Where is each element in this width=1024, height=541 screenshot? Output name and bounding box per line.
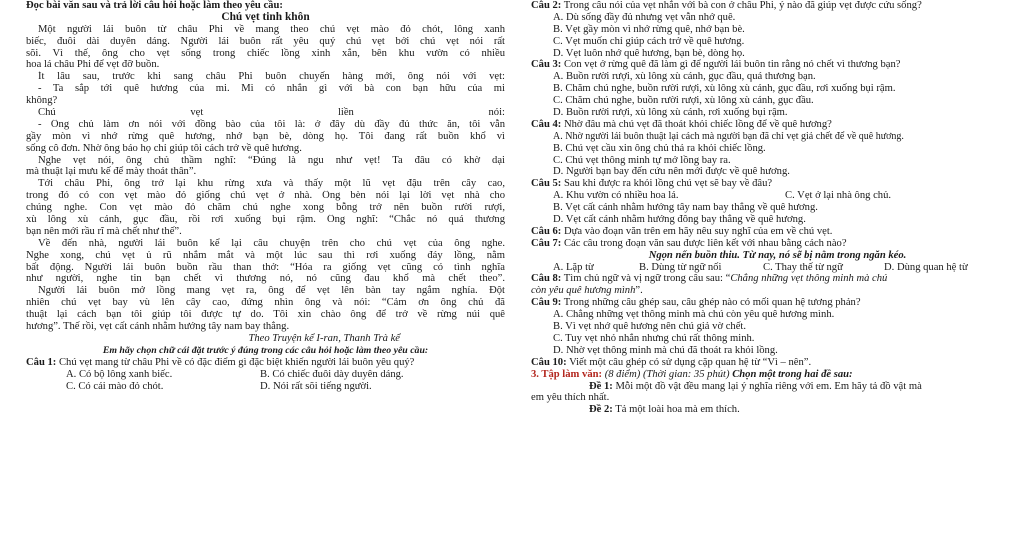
story-line: trong đó có con vẹt mào đỏ giống chú vẹt ở nhà. Ông bèn nói lại lời vẹt nhà cho: [26, 190, 505, 202]
question-text: Chú vẹt mang từ châu Phi về có đặc điểm gì đặc biệt khiến người lái buôn yêu quý?: [58, 356, 415, 368]
story-line: như người, nghe tin bạn chết vì thương nó, nó cũng đau khổ mà chết theo”.: [26, 273, 505, 285]
q1-option-a[interactable]: A. Có bộ lông xanh biếc.: [66, 368, 173, 380]
q8-quote: Chẳng những vẹt thông minh mà chú: [730, 273, 888, 285]
q2-option-a[interactable]: A. Dù sống đầy đủ nhưng vẹt vẫn nhớ quê.: [553, 11, 736, 23]
q3-option-b[interactable]: B. Chăm chú nghe, buồn rười rượi, xù lông xù cánh, gục đầu, rơi xuống bụi rậm.: [553, 83, 896, 95]
writing-section: [531, 369, 1024, 381]
topic-label: Đề 1:: [589, 380, 613, 392]
q5-option-b[interactable]: B. Vẹt cất cánh nhằm hướng tây nam bay thẳng về quê hương.: [553, 202, 818, 214]
story-body: [26, 24, 505, 333]
topic-text: Tả một loài hoa mà em thích.: [615, 404, 740, 416]
reading-instruction: Đọc bài văn sau và trả lời câu hỏi hoặc làm theo yêu cầu:: [26, 0, 283, 11]
q5-options-row-1: [531, 190, 1024, 202]
question-label: Câu 3:: [531, 59, 562, 71]
story-line: Ít lâu sau, trước khi sang châu Phi buôn chuyến hàng mới, ông nói với vẹt:: [38, 71, 505, 83]
topic-text: Mỗi một đồ vật đều mang lại ý nghĩa riêng với em. Em hãy tả đồ vật mà: [615, 380, 922, 392]
section-meta: (8 điểm) (Thời gian: 35 phút): [604, 368, 730, 380]
story-line: gầy mòn vì nhớ rừng quê hương, nhớ bạn bè, dòng họ. Tôi đang rất buồn khổ vì: [26, 130, 505, 142]
question-10: [531, 357, 1024, 369]
story-line: chúng nghe. Con vẹt mào đỏ chăm chú nghe xong bỗng trở nên buồn rười rượi,: [26, 202, 505, 214]
story-line: Người lái buôn mở lồng mang vẹt ra, ông để vẹt lên bàn tay ngắm nghía. Đột: [38, 285, 505, 297]
question-label: Câu 4:: [531, 118, 562, 130]
question-label: Câu 1:: [26, 356, 57, 368]
q3-option-d[interactable]: D. Buồn rười rượi, xù lông xù cánh, rơi xuống bụi rậm.: [553, 107, 788, 119]
q4-option-d[interactable]: D. Người bạn bay đến cứu nên mới được về quê hương.: [553, 166, 790, 178]
question-text: Nhờ đâu mà chú vẹt đã thoát khỏi chiếc lồng để về quê hương?: [563, 118, 832, 130]
q7-options-row: [531, 262, 1024, 274]
q1-options-row-1: [26, 369, 505, 381]
story-source: Theo Truyện kể I-ran, Thanh Trà kể: [248, 332, 400, 344]
q4-option-a[interactable]: A. Nhờ người lái buôn thuật lại cách mà người bạn đã chỉ vẹt giả chết để về quê hương.: [553, 130, 904, 142]
story-line: Chú vẹt liền nói:: [38, 107, 505, 119]
q8-end: ”.: [635, 285, 643, 297]
q9-option-d[interactable]: D. Nhờ vẹt thông minh mà chú đã thoát ra khỏi lồng.: [553, 344, 778, 356]
question-1: [26, 357, 505, 369]
story-line: Nghe xong, chú vẹt ủ rũ nhắm mắt và một lúc sau thì rơi xuống đáy lồng, nằm: [26, 249, 505, 261]
q1-option-c[interactable]: C. Có cái mào đỏ chót.: [66, 380, 164, 392]
question-6: [531, 226, 1024, 238]
q3-option-c[interactable]: C. Chăm chú nghe, buồn rười rượi, xù lông xù cánh, gục đầu.: [553, 95, 814, 107]
story-line: bất động. Người lái buôn buồn rầu than thở: “Hóa ra giống vẹt cũng có tình nghĩa: [26, 261, 505, 273]
questions-column: [531, 0, 1024, 416]
story-title: Chú vẹt tinh khôn: [221, 10, 310, 23]
question-8: [531, 273, 1024, 285]
story-line: hoa lá châu Phi để vẹt đỡ buồn.: [26, 59, 160, 71]
q2-option-c[interactable]: C. Vẹt muốn chỉ giúp cách trở về quê hương.: [553, 35, 745, 47]
question-label: Câu 9:: [531, 297, 562, 309]
q1-options-row-2: [26, 381, 505, 393]
q4-option-c[interactable]: C. Chú vẹt thông minh tự mở lồng bay ra.: [553, 154, 731, 166]
q1-option-b[interactable]: B. Có chiếc đuôi dày duyên dáng.: [260, 368, 404, 380]
q9-option-a[interactable]: A. Chẳng những vẹt thông minh mà chú còn yêu quê hương mình.: [553, 309, 835, 321]
question-3: [531, 59, 1024, 71]
story-line: Tới châu Phi, ông trở lại khu rừng xưa và thấy một lũ vẹt đậu trên cây cao,: [38, 178, 505, 190]
q8-quote-cont: còn yêu quê hương mình: [531, 285, 636, 297]
choice-instruction: Em hãy chọn chữ cái đặt trước ý đúng trong các câu hỏi hoặc làm theo yêu cầu:: [102, 344, 429, 356]
story-line: Một người lái buôn từ châu Phi về mang theo chú vẹt mào đỏ chót, lông xanh: [38, 23, 505, 35]
q5-option-d[interactable]: D. Vẹt cất cánh nhằm hướng đông bay thẳng về quê hương.: [553, 214, 806, 226]
story-line: không?: [26, 95, 58, 107]
story-line: xù lông xù cánh, gục đầu, rồi rơi xuống bụi rậm. Ông nghĩ: “Chắc nó quá thương: [26, 214, 505, 226]
q4-option-b[interactable]: B. Chú vẹt cầu xin ông chủ thả ra khỏi chiếc lồng.: [553, 142, 766, 154]
q7-option-b[interactable]: B. Dùng từ ngữ nối: [639, 261, 722, 273]
q9-option-b[interactable]: B. Vì vẹt nhớ quê hương nên chú giả vờ chết.: [553, 321, 746, 333]
topic-2: [531, 404, 1024, 416]
question-label: Câu 8:: [531, 273, 562, 285]
reading-column: [26, 0, 505, 392]
q2-option-d[interactable]: D. Vẹt luôn nhớ quê hương, bạn bè, dòng họ.: [553, 47, 745, 59]
question-text: Tìm chủ ngữ và vị ngữ trong câu sau: “: [563, 273, 731, 285]
q7-quote: Ngọn nến buồn thiu. Từ nay, nó sẽ bị nằm trong ngăn kéo.: [648, 249, 907, 261]
story-line: bạn nên mới rầu rĩ mà chết như thế”.: [26, 225, 182, 237]
story-line: hương”. Thế rồi, vẹt cất cánh nhằm hướng tây nam bay thẳng.: [26, 321, 290, 333]
q2-option-b[interactable]: B. Vẹt gầy mòn vì nhớ rừng quê, nhớ bạn bè.: [553, 23, 745, 35]
q9-option-c[interactable]: C. Tuy vẹt nhỏ nhắn nhưng chú rất thông minh.: [553, 332, 755, 344]
story-line: sống cô đơn. Nhờ ông báo họ chỉ giúp tôi cách trở về quê hương.: [26, 142, 302, 154]
question-label: Câu 10:: [531, 356, 567, 368]
question-label: Câu 6:: [531, 225, 562, 237]
question-text: Các câu trong đoạn văn sau được liên kết với nhau bằng cách nào?: [563, 237, 847, 249]
topic-label: Đề 2:: [589, 404, 613, 416]
q7-option-c[interactable]: C. Thay thế từ ngữ: [763, 261, 843, 273]
topic-1-cont: em yêu thích nhất.: [531, 392, 610, 404]
question-9: [531, 297, 1024, 309]
question-label: Câu 2:: [531, 0, 562, 11]
story-line: mà thuật lại mưu kế để mày thoát thân”.: [26, 166, 197, 178]
story-line: thuật lại cách bạn tôi giúp tôi được tự do. Tôi xin chào ông để trở về rừng núi quê: [26, 309, 505, 321]
q7-option-a[interactable]: A. Lặp từ: [553, 261, 594, 273]
q5-option-a[interactable]: A. Khu vườn có nhiều hoa lá.: [553, 190, 679, 202]
question-text: Sau khi được ra khỏi lồng chú vẹt sẽ bay về đâu?: [563, 178, 773, 190]
section-task: Chọn một trong hai đề sau:: [732, 368, 853, 380]
q3-option-a[interactable]: A. Buồn rười rượi, xù lông xù cánh, gục đầu, quá thương bạn.: [553, 71, 816, 83]
question-8-cont: [531, 285, 1024, 297]
story-line: biếc, đuôi dài duyên dáng. Người lái buôn rất yêu quý chú vẹt bởi chú vẹt nói rất: [26, 35, 505, 47]
question-7: [531, 238, 1024, 250]
question-text: Con vẹt ở rừng quê đã làm gì để người lái buôn tin rằng nó chết vì thương bạn?: [563, 59, 901, 71]
question-label: Câu 7:: [531, 237, 562, 249]
story-line: nhiên chú vẹt bay vù lên cây cao, đứng nhìn ông và nói: “Cảm ơn ông chủ đã: [26, 297, 505, 309]
question-text: Dựa vào đoạn văn trên em hãy nêu suy nghĩ của em về chú vẹt.: [563, 225, 833, 237]
story-line: - Ông chủ làm ơn nói với đồng bào của tôi là: ở đây dù đầy đủ thức ăn, tôi vẫn: [38, 118, 505, 130]
section-label: 3. Tập làm văn:: [531, 368, 603, 380]
topic-1: [531, 381, 1024, 393]
question-label: Câu 5:: [531, 178, 562, 190]
story-line: sõi. Vì thế, ông cho vẹt sống trong chiếc lồng xinh xắn, bên khu vườn có nhiều: [26, 47, 505, 59]
question-text: Trong câu nói của vẹt nhắn với bà con ở châu Phi, ý nào đã giúp vẹt được cứu sống?: [563, 0, 922, 11]
question-4: [531, 119, 1024, 131]
story-line: Về đến nhà, người lái buôn kể lại câu chuyện trên cho chú vẹt của ông nghe.: [38, 237, 505, 249]
q1-option-d[interactable]: D. Nói rất sõi tiếng người.: [260, 380, 372, 392]
q5-option-c[interactable]: C. Vẹt ở lại nhà ông chủ.: [785, 190, 892, 202]
question-2: [531, 0, 1024, 12]
q7-option-d[interactable]: D. Dùng quan hệ từ: [884, 261, 968, 273]
story-line: - Ta sắp tới quê hương của mi. Mi có nhắn gì với bà con bạn hữu của mi: [38, 83, 505, 95]
question-text: Viết một câu ghép có sử dụng cặp quan hệ từ “Vì – nên”.: [569, 356, 812, 368]
question-5: [531, 178, 1024, 190]
question-text: Trong những câu ghép sau, câu ghép nào có mối quan hệ tương phản?: [563, 297, 861, 309]
story-line: Nghe vẹt nói, ông chủ thầm nghĩ: “Đúng là ngu như vẹt! Ta đâu có khờ dại: [38, 154, 505, 166]
